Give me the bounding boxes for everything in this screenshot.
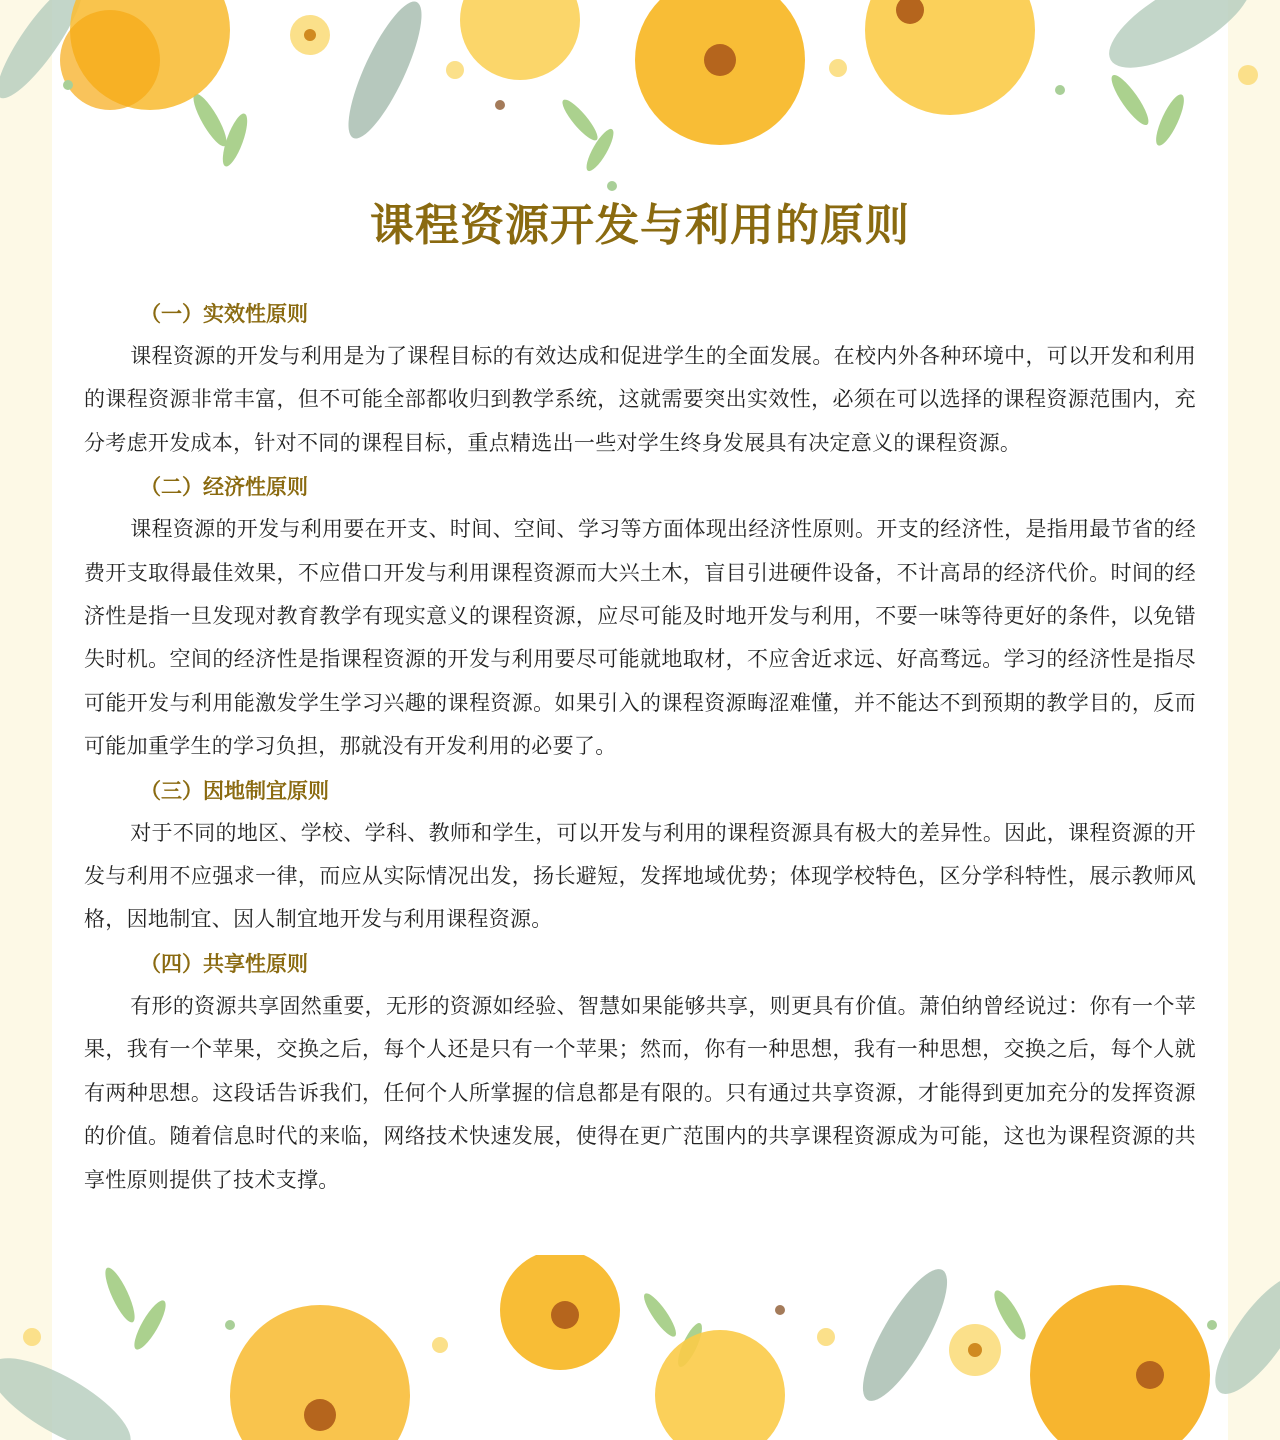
section-body-2: 课程资源的开发与利用要在开支、时间、空间、学习等方面体现出经济性原则。开支的经济性，是指用最节省的经费开支取得最佳效果，不应借口开发与利用课程资源而大兴土木，盲目引进硬件设备，不计高昂的经济代价。时间的经济性是指一旦发现对教育教学有现实意义的课程资源，应尽可能及时地开发与利用，不要一味等待更好的条件，以免错失时机。空间的经济性是指课程资源的开发与利用要尽可能就地取材，不应舍近求远、好高骛远。学习的经济性是指尽可能开发与利用能激发学生学习兴趣的课程资源。如果引入的课程资源晦涩难懂，并不能达不到预期的教学目的，反而可能加重学生的学习负担，那就没有开发利用的必要了。 xyxy=(84,517,1196,759)
section-body-4: 有形的资源共享固然重要，无形的资源如经验、智慧如果能够共享，则更具有价值。萧伯纳曾经说过：你有一个苹果，我有一个苹果，交换之后，每个人还是只有一个苹果；然而，你有一种思想，我有一种思想，交换之后，每个人就有两种思想。这段话告诉我们，任何个人所掌握的信息都是有限的。只有通过共享资源，才能得到更加充分的发挥资源的价值。随着信息时代的来临，网络技术快速发展，使得在更广范围内的共享课程资源成为可能，这也为课程资源的共享性原则提供了技术支撑。 xyxy=(84,993,1196,1192)
document-content xyxy=(84,196,1196,1202)
document-title: 课程资源开发与利用的原则 xyxy=(370,200,910,251)
section-heading-3: （三）因地制宜原则 xyxy=(140,777,329,803)
section-heading-1: （一）实效性原则 xyxy=(140,301,308,326)
sections xyxy=(84,292,1196,1202)
section-body-1: 课程资源的开发与利用是为了课程目标的有效达成和促进学生的全面发展。在校内外各种环境中，可以开发和利用的课程资源非常丰富，但不可能全部都收归到教学系统，这就需要突出实效性，必须在可以选择的课程资源范围内，充分考虑开发成本，针对不同的课程目标，重点精选出一些对学生终身发展具有决定意义的课程资源。 xyxy=(84,344,1196,455)
section-body-3: 对于不同的地区、学校、学科、教师和学生，可以开发与利用的课程资源具有极大的差异性。因此，课程资源的开发与利用不应强求一律，而应从实际情况出发，扬长避短，发挥地域优势；体现学校特色，区分学科特性，展示教师风格，因地制宜、因人制宜地开发与利用课程资源。 xyxy=(84,820,1196,932)
section-heading-4: （四）共享性原则 xyxy=(140,950,308,976)
section-heading-2: （二）经济性原则 xyxy=(140,474,308,500)
